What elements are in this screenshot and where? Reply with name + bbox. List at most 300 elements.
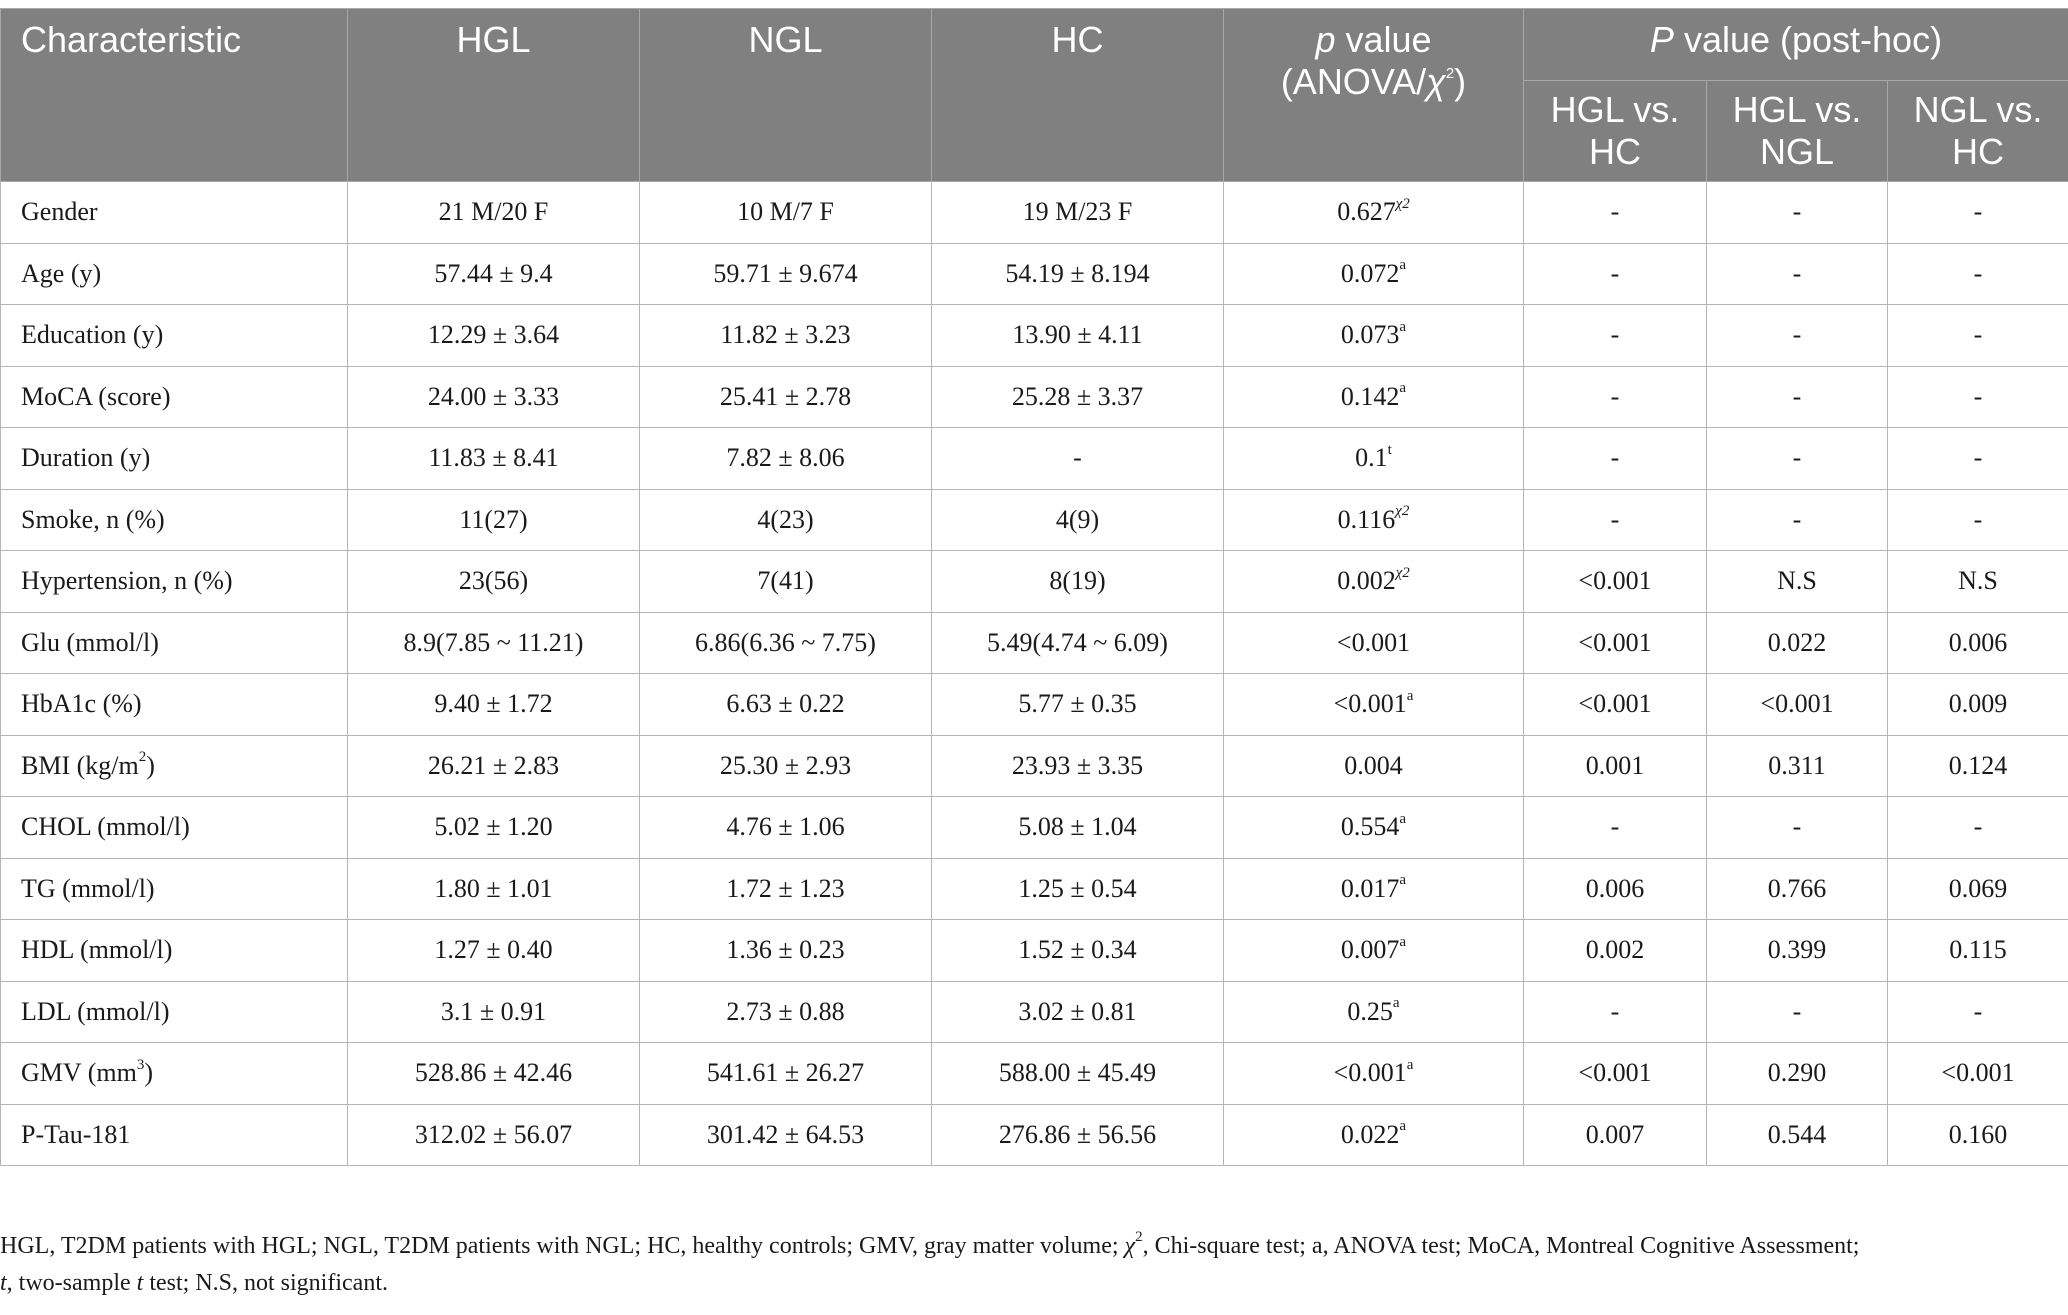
cell-ngl-hc-value: 0.006 [1948, 627, 2008, 657]
characteristics-table [0, 8, 2068, 1166]
row-label-text: Smoke, n (%) [21, 504, 165, 534]
cell-hc-value: 5.08 ± 1.04 [1018, 812, 1137, 842]
cell-p-value: 0.002 [1337, 566, 1396, 596]
cell-ngl-hc [1888, 981, 2068, 1043]
cell-ngl-hc-value: 0.115 [1949, 935, 2007, 965]
cell-ngl-value: 11.82 ± 3.23 [720, 320, 851, 350]
cell-ngl-hc [1888, 243, 2068, 305]
footnote-part2: , Chi-square test; a, ANOVA test; MoCA, Montreal Cognitive Assessment; [1142, 1233, 1860, 1259]
cell-p-value: 0.007 [1340, 935, 1400, 965]
cell-p-value: 0.627 [1337, 197, 1396, 227]
cell-hgl-hc [1524, 182, 1707, 244]
header-hgl-vs-ngl-line2: NGL [1759, 131, 1835, 172]
cell-ngl-hc-value: N.S [1958, 566, 1998, 596]
cell-hgl [348, 551, 640, 613]
cell-hgl-hc-value: 0.006 [1585, 873, 1645, 903]
cell-hc-value: 5.77 ± 0.35 [1018, 689, 1137, 719]
cell-hgl-hc-value: 0.002 [1585, 935, 1645, 965]
p-value-superscript: a [1399, 810, 1407, 827]
cell-hgl-hc [1524, 797, 1707, 859]
cell-hgl-ngl-value: - [1792, 443, 1802, 473]
cell-hc [932, 735, 1224, 797]
cell-hc [932, 428, 1224, 490]
cell-ngl-value: 1.72 ± 1.23 [726, 873, 845, 903]
row-label [1, 305, 348, 367]
cell-hgl-ngl-value: <0.001 [1760, 689, 1834, 719]
cell-hgl-hc [1524, 858, 1707, 920]
cell-hgl-ngl [1707, 674, 1888, 736]
cell-hgl-ngl [1707, 366, 1888, 428]
cell-p-value: 0.073 [1340, 320, 1400, 350]
p-value-superscript: a [1399, 872, 1407, 889]
cell-p [1224, 366, 1524, 428]
cell-hgl-hc-value: <0.001 [1578, 1058, 1652, 1088]
cell-hgl [348, 612, 640, 674]
cell-hgl-hc [1524, 366, 1707, 428]
row-label-text: BMI (kg/m [21, 750, 139, 780]
cell-hgl-value: 23(56) [458, 566, 529, 596]
row-label [1, 735, 348, 797]
row-label [1, 674, 348, 736]
cell-hgl-value: 528.86 ± 42.46 [414, 1058, 573, 1088]
cell-hgl-hc [1524, 489, 1707, 551]
cell-ngl-value: 301.42 ± 64.53 [706, 1119, 865, 1149]
cell-hgl-hc [1524, 674, 1707, 736]
cell-ngl-value: 25.30 ± 2.93 [719, 750, 852, 780]
cell-p [1224, 305, 1524, 367]
table-header [1, 9, 2068, 182]
cell-hgl [348, 858, 640, 920]
cell-ngl-hc-value: - [1973, 197, 1983, 227]
row-label-sup: 2 [138, 749, 147, 766]
cell-p [1224, 428, 1524, 490]
cell-hgl-hc-value: - [1610, 996, 1620, 1026]
cell-hgl [348, 735, 640, 797]
cell-p [1224, 243, 1524, 305]
p-value-superscript: a [1392, 995, 1400, 1012]
table-row [1, 612, 2068, 674]
cell-ngl-hc [1888, 797, 2068, 859]
cell-hgl-value: 21 M/20 F [438, 197, 549, 227]
header-post-italic: P [1649, 19, 1674, 60]
cell-ngl-hc-value: 0.124 [1948, 750, 2008, 780]
cell-hgl-value: 1.27 ± 0.40 [434, 935, 553, 965]
cell-hgl-ngl-value: 0.290 [1767, 1058, 1827, 1088]
cell-ngl-hc [1888, 858, 2068, 920]
cell-hgl-hc-value: - [1610, 443, 1620, 473]
cell-ngl [640, 674, 932, 736]
header-hgl: HGL [348, 9, 640, 182]
cell-ngl [640, 1043, 932, 1105]
cell-hgl-hc-value: - [1610, 504, 1620, 534]
cell-hc [932, 797, 1224, 859]
footnote-chi-sup: 2 [1135, 1229, 1143, 1245]
row-label-text: TG (mmol/l) [21, 873, 155, 903]
cell-hc-value: 4(9) [1055, 504, 1100, 534]
cell-ngl [640, 366, 932, 428]
cell-ngl-value: 541.61 ± 26.27 [706, 1058, 865, 1088]
cell-p [1224, 1043, 1524, 1105]
cell-hgl-ngl [1707, 243, 1888, 305]
p-value-superscript: a [1399, 380, 1407, 397]
cell-hgl-ngl [1707, 428, 1888, 490]
cell-hgl-ngl-value: - [1792, 320, 1802, 350]
cell-hgl [348, 797, 640, 859]
row-label-text: Age (y) [21, 258, 102, 288]
cell-ngl-hc [1888, 428, 2068, 490]
cell-hgl-hc [1524, 981, 1707, 1043]
cell-ngl-hc [1888, 612, 2068, 674]
cell-hc-value: 13.90 ± 4.11 [1012, 320, 1143, 350]
cell-hc-value: 1.52 ± 0.34 [1018, 935, 1137, 965]
row-label-text: Gender [21, 197, 98, 227]
row-label [1, 612, 348, 674]
cell-hgl-ngl [1707, 981, 1888, 1043]
cell-ngl-hc-value: - [1973, 504, 1983, 534]
cell-ngl-hc-value: - [1973, 443, 1983, 473]
cell-p [1224, 920, 1524, 982]
cell-hgl-hc-value: 0.001 [1585, 750, 1645, 780]
cell-hc [932, 551, 1224, 613]
cell-p [1224, 674, 1524, 736]
cell-hgl-ngl [1707, 489, 1888, 551]
cell-hgl-value: 11.83 ± 8.41 [428, 443, 559, 473]
row-label-text: MoCA (score) [21, 381, 171, 411]
cell-hgl [348, 920, 640, 982]
cell-p-value: <0.001 [1333, 689, 1407, 719]
header-characteristic: Characteristic [1, 9, 348, 182]
cell-hc-value: 19 M/23 F [1022, 197, 1133, 227]
footnote-t2: t [136, 1270, 144, 1296]
header-anova-open: (ANOVA/ [1280, 61, 1427, 102]
cell-hgl [348, 1043, 640, 1105]
cell-ngl [640, 920, 932, 982]
header-anova-close: ) [1454, 61, 1467, 102]
cell-ngl-value: 6.63 ± 0.22 [726, 689, 845, 719]
cell-p [1224, 797, 1524, 859]
row-label-sup: 3 [136, 1056, 145, 1073]
header-hgl-vs-ngl [1707, 81, 1888, 182]
cell-p-value: 0.072 [1340, 258, 1400, 288]
cell-hgl-ngl [1707, 1043, 1888, 1105]
cell-ngl-value: 7(41) [757, 566, 814, 596]
cell-ngl-hc [1888, 366, 2068, 428]
header-hgl-vs-hc-line1: HGL vs. [1550, 89, 1680, 130]
row-label [1, 858, 348, 920]
cell-hgl-ngl [1707, 612, 1888, 674]
cell-ngl-value: 6.86(6.36 ~ 7.75) [695, 627, 876, 657]
cell-hc-value: 8(19) [1049, 566, 1106, 596]
cell-hgl [348, 981, 640, 1043]
cell-hgl-ngl-value: - [1792, 197, 1802, 227]
cell-ngl [640, 981, 932, 1043]
cell-hgl-hc-value: <0.001 [1578, 689, 1652, 719]
cell-ngl-value: 59.71 ± 9.674 [713, 258, 858, 288]
cell-p-value: 0.142 [1340, 381, 1400, 411]
table-row [1, 428, 2068, 490]
row-label-text: P-Tau-181 [21, 1119, 131, 1149]
cell-ngl [640, 489, 932, 551]
cell-ngl-value: 25.41 ± 2.78 [719, 381, 852, 411]
cell-ngl-hc [1888, 489, 2068, 551]
cell-hc [932, 366, 1224, 428]
cell-hgl-ngl [1707, 182, 1888, 244]
footnote-part1: HGL, T2DM patients with HGL; NGL, T2DM patients with NGL; HC, healthy controls; GMV, gray matter volume; [0, 1233, 1125, 1259]
header-hgl-vs-ngl-line1: HGL vs. [1732, 89, 1862, 130]
cell-hgl-hc-value: <0.001 [1578, 627, 1652, 657]
cell-ngl-hc-value: - [1973, 996, 1983, 1026]
table-row [1, 735, 2068, 797]
cell-ngl-hc [1888, 182, 2068, 244]
cell-ngl-hc-value: 0.160 [1948, 1119, 2008, 1149]
cell-hgl-ngl [1707, 735, 1888, 797]
cell-p [1224, 858, 1524, 920]
cell-ngl-hc-value: - [1973, 381, 1983, 411]
cell-hgl [348, 489, 640, 551]
table-row [1, 551, 2068, 613]
cell-hgl-hc [1524, 920, 1707, 982]
cell-hgl-hc [1524, 551, 1707, 613]
cell-hgl [348, 428, 640, 490]
table-footnote [0, 1228, 2062, 1302]
cell-ngl-value: 10 M/7 F [737, 197, 834, 227]
cell-ngl [640, 797, 932, 859]
cell-p-value: 0.022 [1340, 1119, 1400, 1149]
cell-p [1224, 182, 1524, 244]
cell-hgl-ngl-value: 0.022 [1767, 627, 1827, 657]
cell-hc [932, 305, 1224, 367]
cell-p-value: 0.554 [1340, 812, 1400, 842]
cell-hc-value: 23.93 ± 3.35 [1011, 750, 1144, 780]
header-hgl-vs-hc-line2: HC [1589, 131, 1641, 172]
cell-p-value: <0.001 [1333, 1058, 1407, 1088]
table-row [1, 243, 2068, 305]
p-value-superscript: a [1399, 318, 1407, 335]
header-ngl-vs-hc-line2: HC [1952, 131, 2004, 172]
cell-ngl [640, 858, 932, 920]
cell-hc-value: 3.02 ± 0.81 [1018, 996, 1137, 1026]
cell-hgl-ngl-value: - [1792, 504, 1802, 534]
table-row [1, 489, 2068, 551]
cell-hgl-ngl-value: - [1792, 812, 1802, 842]
cell-hgl-hc [1524, 735, 1707, 797]
cell-p [1224, 981, 1524, 1043]
cell-hgl-ngl [1707, 858, 1888, 920]
cell-hgl-hc [1524, 428, 1707, 490]
cell-ngl-value: 1.36 ± 0.23 [726, 935, 845, 965]
cell-p [1224, 1104, 1524, 1166]
cell-hgl [348, 1104, 640, 1166]
cell-hgl-ngl [1707, 1104, 1888, 1166]
header-ngl-vs-hc-line1: NGL vs. [1913, 89, 2043, 130]
table-container [0, 8, 2068, 1166]
row-label [1, 920, 348, 982]
header-chi: χ [1426, 61, 1446, 102]
row-label [1, 489, 348, 551]
footnote-t: t [0, 1270, 7, 1296]
row-label-text: GMV (mm [21, 1058, 137, 1088]
row-label [1, 428, 348, 490]
table-row [1, 981, 2068, 1043]
row-label-text: Duration (y) [21, 443, 151, 473]
footnote-part3: , two-sample [6, 1270, 137, 1296]
cell-hgl [348, 674, 640, 736]
cell-hgl-hc [1524, 1104, 1707, 1166]
cell-p-value: 0.116 [1337, 504, 1396, 534]
header-p-value-word: value [1335, 19, 1432, 60]
row-label-text: Glu (mmol/l) [21, 627, 159, 657]
cell-hgl-hc-value: - [1610, 258, 1620, 288]
p-value-superscript: χ2 [1395, 195, 1410, 212]
cell-hc [932, 920, 1224, 982]
row-label [1, 366, 348, 428]
cell-ngl-hc-value: 0.069 [1948, 873, 2008, 903]
cell-hgl-ngl-value: - [1792, 381, 1802, 411]
header-ngl-vs-hc [1888, 81, 2068, 182]
cell-ngl-value: 2.73 ± 0.88 [726, 996, 845, 1026]
cell-ngl-hc [1888, 920, 2068, 982]
cell-hgl-value: 12.29 ± 3.64 [427, 320, 560, 350]
cell-ngl-hc [1888, 1043, 2068, 1105]
table-row [1, 1104, 2068, 1166]
table-row [1, 674, 2068, 736]
p-value-superscript: a [1406, 1056, 1414, 1073]
row-label-text: HbA1c (%) [21, 689, 142, 719]
cell-hgl [348, 182, 640, 244]
cell-hgl-hc [1524, 243, 1707, 305]
table-row [1, 182, 2068, 244]
cell-ngl-hc [1888, 735, 2068, 797]
cell-hc [932, 489, 1224, 551]
row-label [1, 1043, 348, 1105]
row-label [1, 551, 348, 613]
cell-hgl-ngl [1707, 551, 1888, 613]
cell-ngl-hc-value: 0.009 [1948, 689, 2008, 719]
cell-hc [932, 243, 1224, 305]
cell-hgl-ngl-value: - [1792, 258, 1802, 288]
p-value-superscript: a [1399, 933, 1407, 950]
row-label-tail: ) [146, 750, 155, 780]
cell-hc [932, 674, 1224, 736]
cell-hc-value: 5.49(4.74 ~ 6.09) [987, 627, 1168, 657]
cell-hgl-ngl-value: 0.766 [1767, 873, 1827, 903]
cell-hc [932, 612, 1224, 674]
cell-p-value: <0.001 [1336, 627, 1411, 657]
header-post-rest: value (post-hoc) [1673, 19, 1943, 60]
p-value-superscript: t [1387, 441, 1392, 458]
cell-ngl [640, 428, 932, 490]
cell-hgl-value: 3.1 ± 0.91 [440, 996, 547, 1026]
header-chi-sup: 2 [1445, 65, 1455, 82]
table-row [1, 797, 2068, 859]
cell-hgl-value: 26.21 ± 2.83 [427, 750, 560, 780]
cell-hc-value: 588.00 ± 45.49 [998, 1058, 1157, 1088]
cell-ngl-hc [1888, 1104, 2068, 1166]
cell-hgl-ngl [1707, 797, 1888, 859]
cell-hc-value: 1.25 ± 0.54 [1018, 873, 1137, 903]
cell-ngl-value: 4(23) [757, 504, 814, 534]
cell-hgl-hc-value: - [1610, 197, 1620, 227]
cell-ngl-hc-value: - [1973, 258, 1983, 288]
cell-ngl [640, 305, 932, 367]
row-label [1, 981, 348, 1043]
cell-ngl [640, 612, 932, 674]
table-row [1, 366, 2068, 428]
row-label-tail: ) [144, 1058, 153, 1088]
cell-hc [932, 858, 1224, 920]
cell-hgl-value: 1.80 ± 1.01 [434, 873, 553, 903]
cell-hgl-value: 312.02 ± 56.07 [414, 1119, 573, 1149]
cell-hgl-value: 11(27) [459, 504, 528, 534]
cell-ngl-value: 4.76 ± 1.06 [726, 812, 845, 842]
row-label [1, 797, 348, 859]
cell-hgl-ngl [1707, 920, 1888, 982]
header-post-hoc [1524, 9, 2068, 81]
footnote-chi: χ [1124, 1233, 1136, 1259]
cell-hgl [348, 243, 640, 305]
cell-hgl-value: 5.02 ± 1.20 [434, 812, 553, 842]
cell-hgl-ngl-value: 0.311 [1768, 750, 1826, 780]
p-value-superscript: a [1406, 687, 1414, 704]
cell-p-value: 0.1 [1355, 443, 1388, 473]
cell-hgl-value: 9.40 ± 1.72 [434, 689, 553, 719]
cell-hc [932, 981, 1224, 1043]
cell-hgl-value: 8.9(7.85 ~ 11.21) [403, 627, 584, 657]
header-hc: HC [932, 9, 1224, 182]
cell-ngl [640, 735, 932, 797]
cell-ngl [640, 243, 932, 305]
table-row [1, 305, 2068, 367]
cell-hgl-hc-value: - [1610, 320, 1620, 350]
cell-hc [932, 182, 1224, 244]
cell-ngl [640, 182, 932, 244]
header-hgl-vs-hc [1524, 81, 1707, 182]
cell-ngl-value: 7.82 ± 8.06 [726, 443, 845, 473]
cell-hgl-hc-value: - [1610, 812, 1620, 842]
p-value-superscript: χ2 [1395, 503, 1410, 520]
row-label-text: HDL (mmol/l) [21, 935, 173, 965]
table-row [1, 920, 2068, 982]
cell-p-value: 0.017 [1340, 873, 1400, 903]
cell-hgl-ngl [1707, 305, 1888, 367]
cell-ngl-hc-value: - [1973, 320, 1983, 350]
cell-hc-value: 276.86 ± 56.56 [998, 1119, 1157, 1149]
cell-hgl-ngl-value: 0.544 [1767, 1119, 1827, 1149]
header-p-value-anova [1224, 9, 1524, 182]
row-label-text: LDL (mmol/l) [21, 996, 170, 1026]
cell-hgl-value: 57.44 ± 9.4 [434, 258, 553, 288]
table-body [1, 182, 2068, 1166]
cell-p [1224, 735, 1524, 797]
row-label-text: CHOL (mmol/l) [21, 812, 190, 842]
cell-hgl [348, 366, 640, 428]
cell-hgl-hc [1524, 612, 1707, 674]
cell-hc [932, 1043, 1224, 1105]
cell-hc [932, 1104, 1224, 1166]
p-value-superscript: a [1399, 257, 1407, 274]
cell-ngl [640, 1104, 932, 1166]
cell-hgl-ngl-value: N.S [1777, 566, 1817, 596]
cell-hgl-ngl-value: 0.399 [1767, 935, 1827, 965]
cell-hgl-ngl-value: - [1792, 996, 1802, 1026]
p-value-superscript: a [1399, 1118, 1407, 1135]
cell-hgl-hc [1524, 1043, 1707, 1105]
cell-hc-value: - [1073, 443, 1082, 473]
cell-hgl-hc [1524, 305, 1707, 367]
cell-hc-value: 54.19 ± 8.194 [1005, 258, 1150, 288]
cell-hc-value: 25.28 ± 3.37 [1011, 381, 1144, 411]
cell-hgl-hc-value: <0.001 [1578, 566, 1652, 596]
